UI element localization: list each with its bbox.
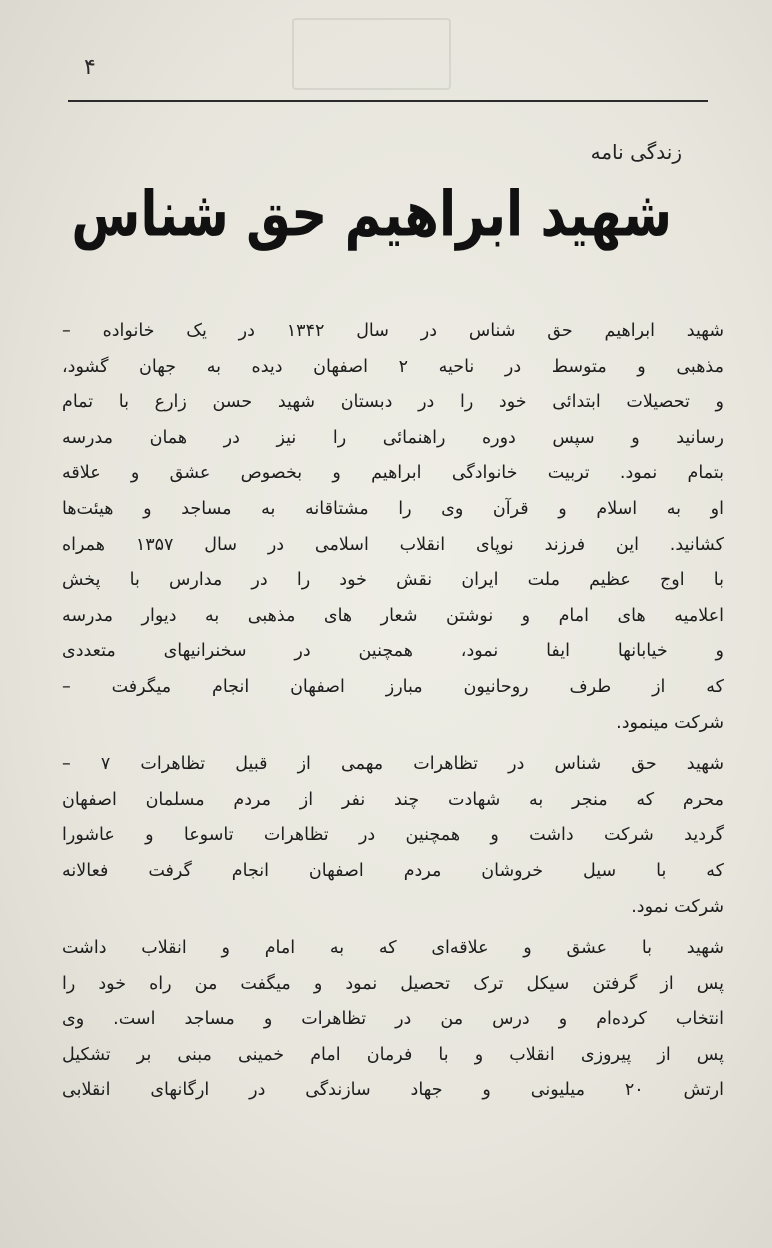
- header-rule: [68, 100, 708, 102]
- text-line: بتمام نمود. تربیت خانوادگی ابراهیم و بخصوص عشق و علاقه: [62, 463, 724, 484]
- text-line: و تحصیلات ابتدائی خود را در دبستان شهید حسن زارع با تمام: [62, 392, 724, 413]
- faded-stamp-mark: [292, 18, 451, 90]
- text-line: پس از پیروزی انقلاب و با فرمان امام خمینی مبنی بر تشکیل: [62, 1044, 724, 1065]
- text-line: شهید حق شناس در تظاهرات مهمی از قبیل تظاهرات ۷ –: [62, 754, 724, 775]
- text-line: و خیابانها ایفا نمود، همچنین در سخنرانیهای متعددی: [62, 641, 724, 662]
- text-line: شرکت نمود.: [631, 896, 724, 917]
- text-line: اعلامیه های امام و نوشتن شعار های مذهبی به دیوار مدرسه: [62, 605, 724, 626]
- page-title: شهید ابراهیم حق شناس: [71, 178, 672, 251]
- paragraph-2: [62, 747, 724, 925]
- page-number: ۴: [84, 55, 96, 80]
- text-line: شرکت مینمود.: [616, 712, 724, 733]
- text-line: پس از گرفتن سیکل ترک تحصیل نمود و میگفت من راه خود را: [62, 973, 724, 994]
- text-line: که با سیل خروشان مردم اصفهان انجام گرفت فعالانه: [62, 860, 724, 881]
- text-line: ارتش ۲۰ میلیونی و جهاد سازندگی در ارگانهای انقلابی: [62, 1080, 724, 1101]
- text-line: محرم که منجر به شهادت چند نفر از مردم مسلمان اصفهان: [62, 789, 724, 810]
- text-line: با اوج عظیم ملت ایران نقش خود را در مدارس با پخش: [62, 570, 724, 591]
- body-text: [62, 314, 724, 1109]
- text-line: کشانید. این فرزند نوپای انقلاب اسلامی در سال ۱۳۵۷ همراه: [62, 534, 724, 555]
- text-line: شهید با عشق و علاقه‌ای که به امام و انقلاب داشت: [62, 938, 724, 959]
- paragraph-3: [62, 931, 724, 1109]
- text-line: شهید ابراهیم حق شناس در سال ۱۳۴۲ در یک خانواده –: [62, 321, 724, 341]
- text-line: که از طرف روحانیون مبارز اصفهان انجام میگرفت –: [62, 676, 724, 697]
- text-line: او به اسلام و قرآن وی را مشتاقانه به مساجد و هیئت‌ها: [62, 498, 724, 519]
- text-line: انتخاب کرده‌ام و درس من در تظاهرات و مساجد است. وی: [62, 1009, 724, 1030]
- text-line: مذهبی و متوسط در ناحیه ۲ اصفهان دیده به جهان گشود،: [62, 356, 724, 377]
- paragraph-1: [62, 314, 724, 741]
- text-line: گردید شرکت داشت و همچنین در تظاهرات تاسوعا و عاشورا: [62, 825, 724, 846]
- text-line: رسانید و سپس دوره راهنمائی را نیز در همان مدرسه: [62, 427, 724, 448]
- subtitle: زندگی نامه: [590, 140, 682, 164]
